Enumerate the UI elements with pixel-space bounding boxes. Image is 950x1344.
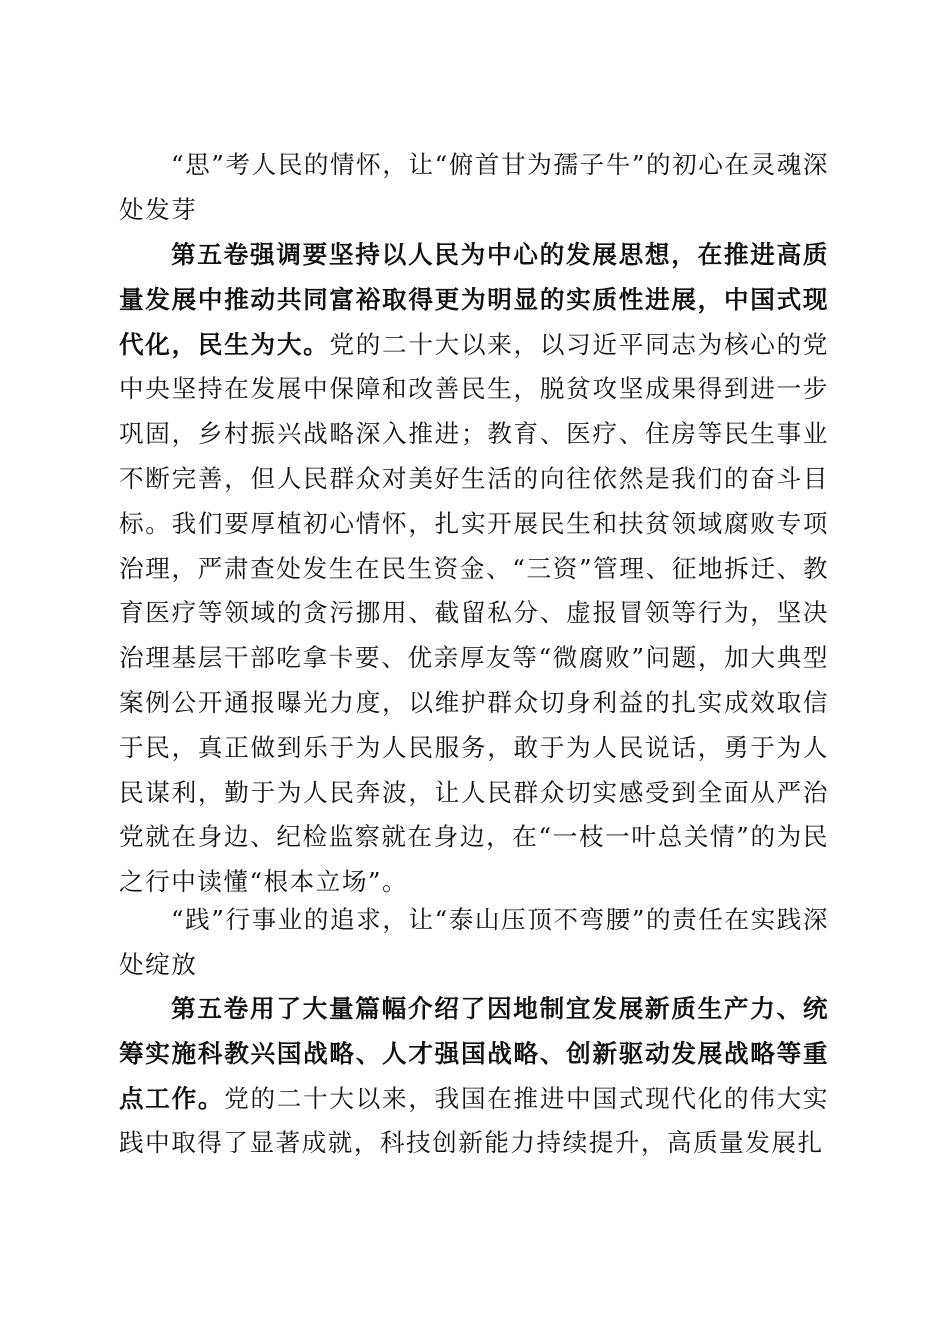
paragraph-2 bbox=[119, 987, 829, 1166]
section-heading-2: “践”行事业的追求，让“泰山压顶不弯腰”的责任在实践深处绽放 bbox=[119, 905, 829, 979]
paragraph-1-lead: 第五卷强调要坚持以人民为中心的发展思想，在推进高质量发展中推动共同富裕取得更为明显的实质性进展，中国式现代化，民生为大。 bbox=[119, 240, 829, 359]
paragraph-2-body: 党的二十大以来，我国在推进中国式现代化的伟大实践中取得了显著成就，科技创新能力持续提升，高质量发展扎 bbox=[119, 1083, 829, 1158]
section-heading-1: “思”考人民的情怀，让“俯首甘为孺子牛”的初心在灵魂深处发芽 bbox=[119, 150, 829, 224]
paragraph-1 bbox=[119, 233, 829, 905]
paragraph-2-lead: 第五卷用了大量篇幅介绍了因地制宜发展新质生产力、统筹实施科教兴国战略、人才强国战略、创新驱动发展战略等重点工作。 bbox=[119, 994, 829, 1113]
paragraph-1-body: 党的二十大以来，以习近平同志为核心的党中央坚持在发展中保障和改善民生，脱贫攻坚成果得到进一步巩固，乡村振兴战略深入推进；教育、医疗、住房等民生事业不断完善，但人民群众对美好生活的向往依然是我们的奋斗目标。我们要厚植初心情怀，扎实开展民生和扶贫领域腐败专项治理，严肃查处发生在民生资金、“三资”管理、征地拆迁、教育医疗等领域的贪污挪用、截留私分、虚报冒领等行为，坚决治理基层干部吃拿卡要、优亲厚友等“微腐败”问题，加大典型案例公开通报曝光力度，以维护群众切身利益的扎实成效取信于民，真正做到乐于为人民服务，敢于为人民说话，勇于为人民谋利，勤于为人民奔波，让人民群众切实感受到全面从严治党就在身边、纪检监察就在身边，在“一枝一叶总关情”的为民之行中读懂“根本立场”。 bbox=[119, 329, 829, 897]
